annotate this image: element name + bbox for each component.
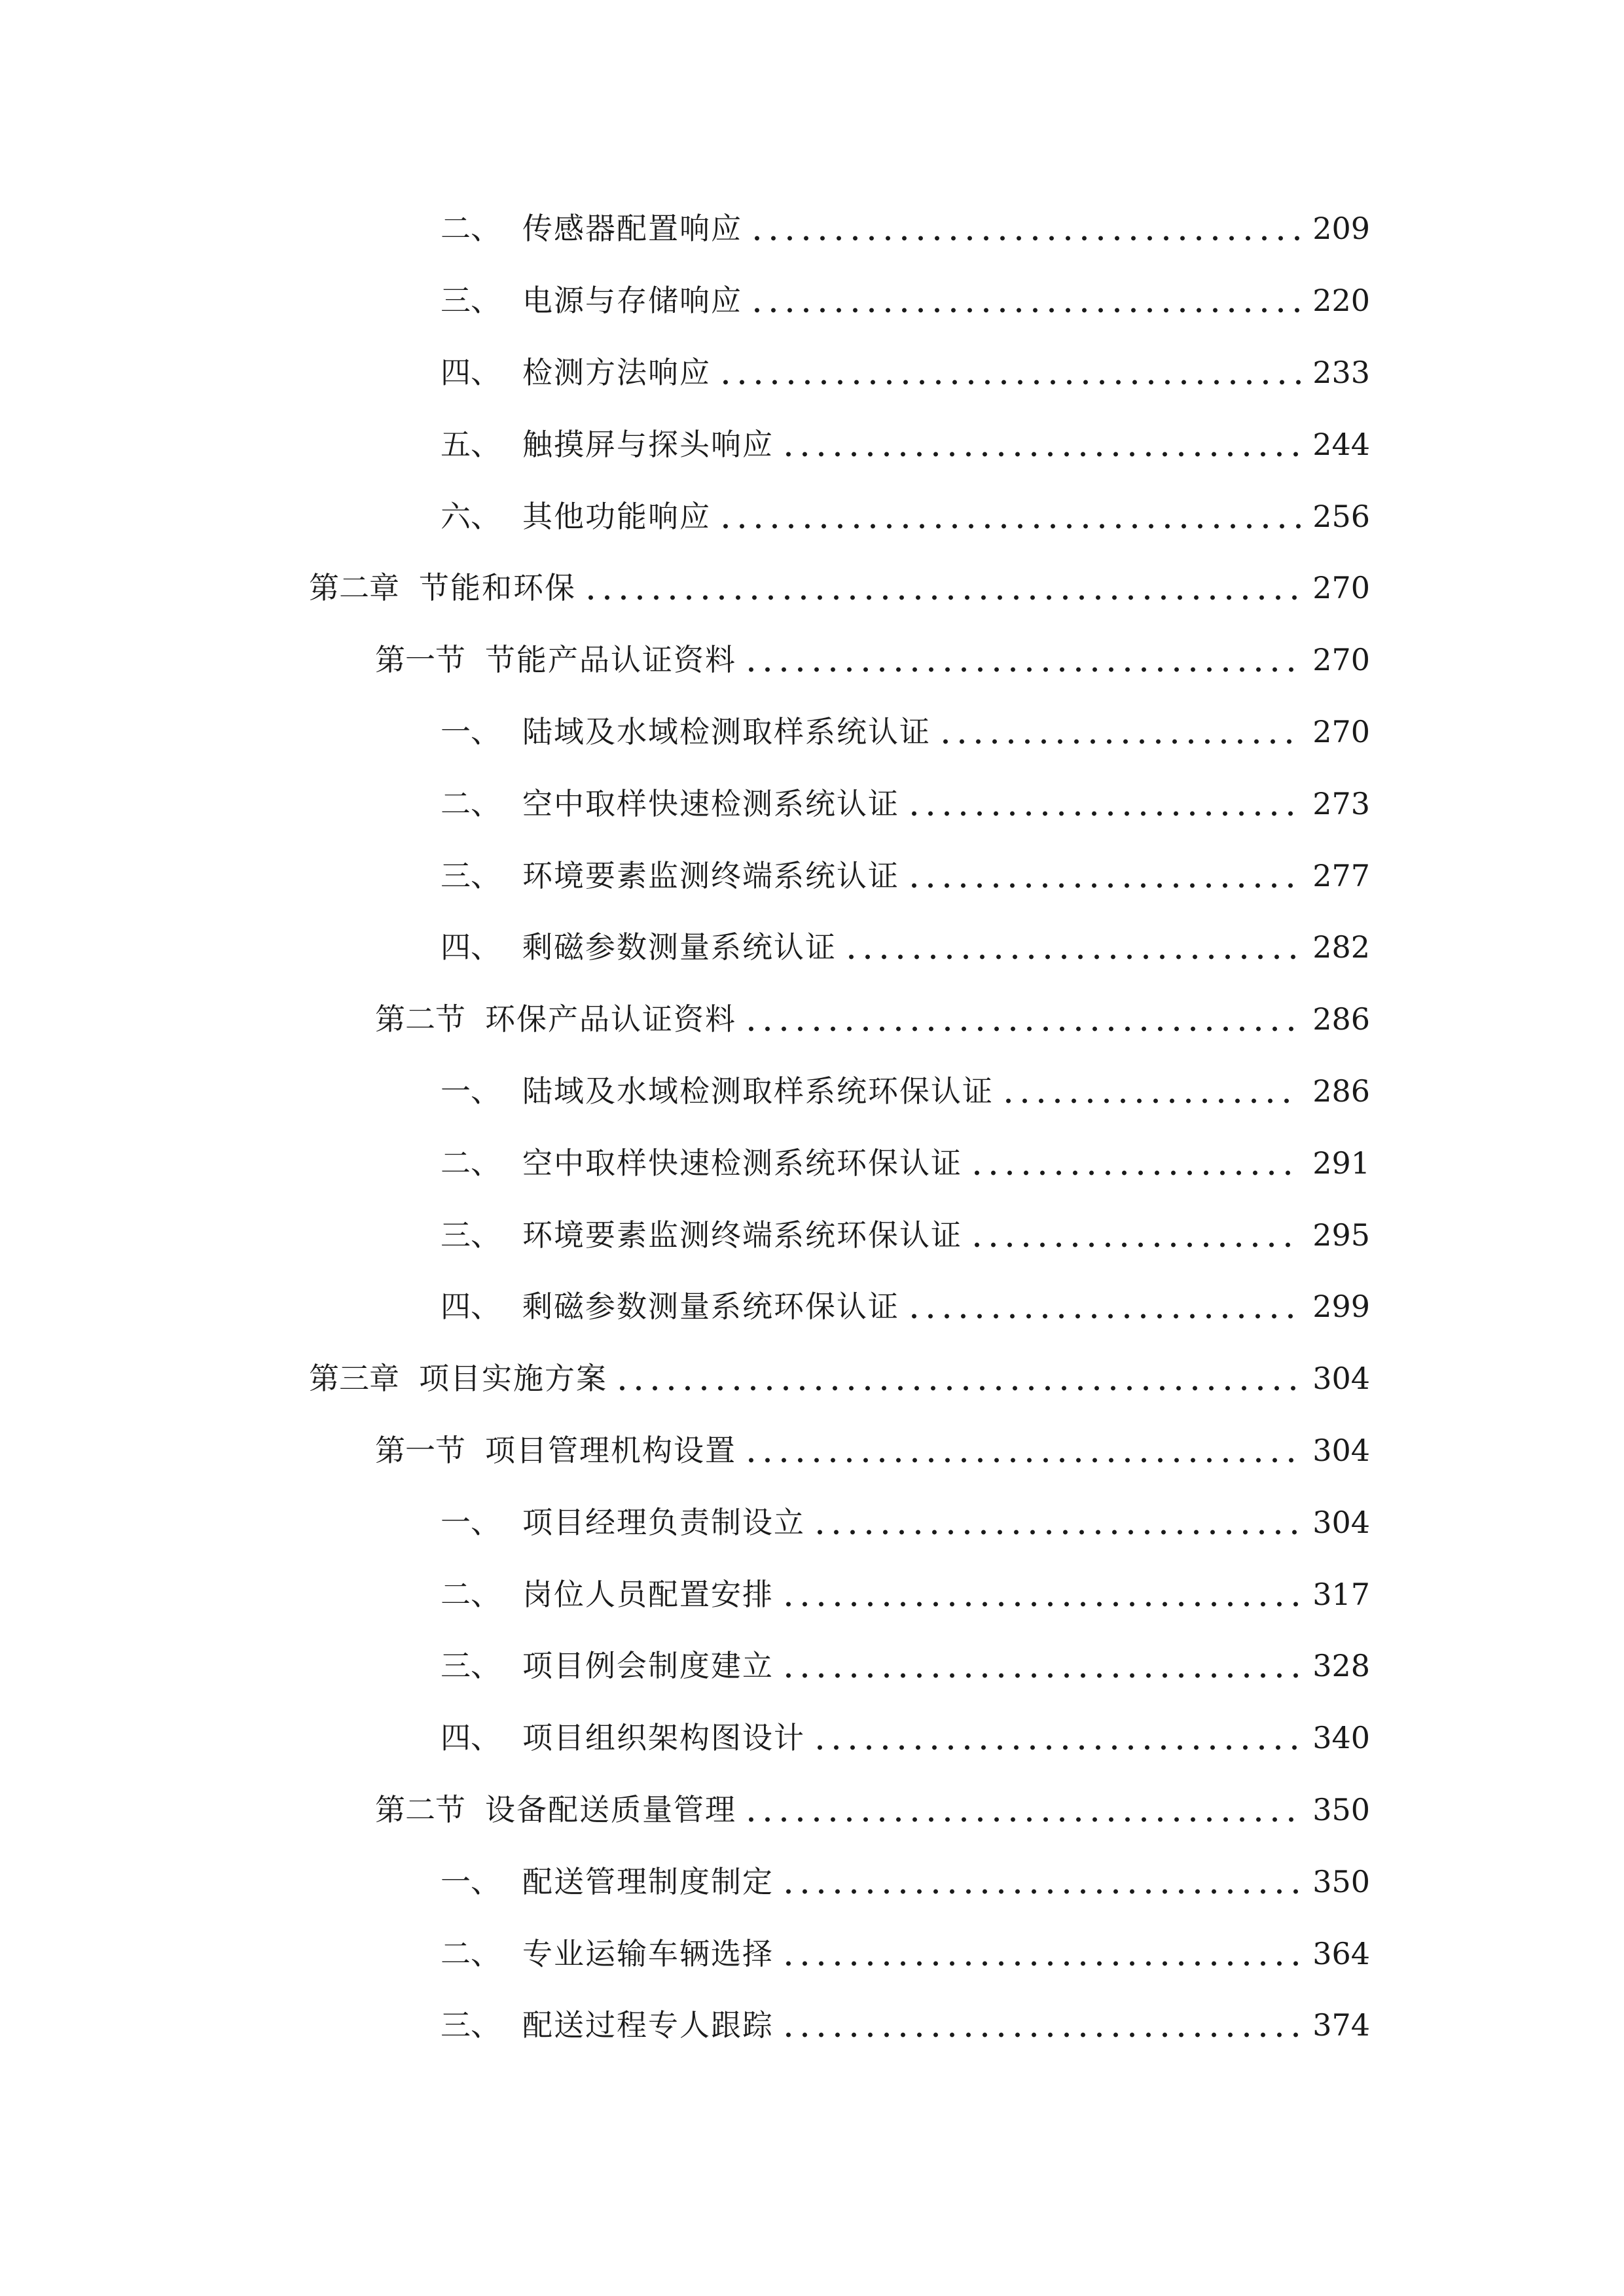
toc-dot-leader: [743, 1793, 1301, 1826]
toc-dot-leader: [812, 1721, 1301, 1754]
toc-entry-title: 空中取样快速检测系统认证: [522, 786, 899, 821]
toc-entry-title: 项目组织架构图设计: [522, 1720, 805, 1755]
toc-entry-title: 检测方法响应: [522, 355, 711, 390]
toc-entry-page: 304: [1312, 1505, 1370, 1540]
toc-entry-page: 270: [1312, 714, 1370, 749]
toc-entry[interactable]: [441, 192, 1370, 264]
toc-entry-page: 273: [1312, 786, 1370, 821]
toc-entry[interactable]: [441, 1055, 1370, 1127]
toc-dot-leader: [1000, 1075, 1301, 1107]
toc-entry[interactable]: [441, 1630, 1370, 1702]
toc-entry[interactable]: [441, 911, 1370, 983]
toc-dot-leader: [717, 356, 1301, 389]
toc-entry-page: 350: [1312, 1864, 1370, 1899]
toc-entry-title: 剩磁参数测量系统认证: [522, 929, 837, 965]
toc-dot-leader: [743, 643, 1301, 676]
toc-entry-page: 374: [1312, 2007, 1370, 2043]
toc-dot-leader: [749, 212, 1301, 245]
toc-entry-title: 项目实施方案: [419, 1361, 607, 1396]
toc-entry-page: 220: [1312, 283, 1370, 318]
toc-entry-page: 286: [1312, 1001, 1370, 1037]
toc-dot-leader: [906, 787, 1301, 820]
toc-dot-leader: [717, 500, 1301, 533]
toc-entry-title: 岗位人员配置安排: [522, 1577, 774, 1612]
toc-entry-page: 256: [1312, 499, 1370, 534]
toc-entry-title: 项目管理机构设置: [485, 1433, 736, 1468]
toc-section-entry[interactable]: [375, 1414, 1370, 1486]
toc-dot-leader: [780, 2009, 1301, 2041]
toc-entry-number: 二、: [441, 1577, 501, 1612]
toc-entry-title: 项目经理负责制设立: [522, 1505, 805, 1540]
toc-entry-page: 364: [1312, 1936, 1370, 1971]
toc-entry-title: 节能产品认证资料: [485, 642, 736, 677]
toc-entry-number: 三、: [441, 2007, 501, 2043]
toc-dot-leader: [780, 1649, 1301, 1682]
toc-entry-page: 317: [1312, 1577, 1370, 1612]
toc-entry-page: 209: [1312, 211, 1370, 246]
toc-entry[interactable]: [441, 768, 1370, 840]
toc-section-entry[interactable]: [375, 1774, 1370, 1846]
toc-entry-number: 四、: [441, 929, 501, 965]
toc-entry-number: 三、: [441, 1217, 501, 1253]
toc-entry-page: 270: [1312, 642, 1370, 677]
toc-chapter-entry[interactable]: [309, 552, 1370, 624]
toc-entry-page: 291: [1312, 1145, 1370, 1181]
toc-entry-page: 286: [1312, 1073, 1370, 1109]
toc-dot-leader: [614, 1362, 1301, 1395]
toc-entry-number: 第二章: [309, 570, 399, 605]
toc-entry-title: 专业运输车辆选择: [522, 1936, 774, 1971]
toc-entry-page: 295: [1312, 1217, 1370, 1253]
toc-entry-page: 233: [1312, 355, 1370, 390]
toc-entry[interactable]: [441, 1918, 1370, 1990]
toc-entry-title: 剩磁参数测量系统环保认证: [522, 1289, 899, 1324]
toc-dot-leader: [743, 1434, 1301, 1467]
toc-entry-page: 350: [1312, 1792, 1370, 1827]
toc-entry[interactable]: [441, 1989, 1370, 2061]
toc-entry-number: 四、: [441, 355, 501, 390]
toc-dot-leader: [937, 715, 1301, 748]
toc-entry-number: 第二节: [375, 1792, 465, 1827]
toc-entry-number: 二、: [441, 211, 501, 246]
toc-section-entry[interactable]: [375, 983, 1370, 1055]
toc-entry[interactable]: [441, 1199, 1370, 1271]
toc-entry-title: 项目例会制度建立: [522, 1648, 774, 1683]
toc-entry-number: 一、: [441, 1505, 501, 1540]
toc-entry-title: 设备配送质量管理: [485, 1792, 736, 1827]
toc-entry-number: 二、: [441, 786, 501, 821]
toc-entry-number: 三、: [441, 283, 501, 318]
toc-entry-number: 六、: [441, 499, 501, 534]
toc-entry-number: 二、: [441, 1145, 501, 1181]
toc-entry-page: 304: [1312, 1361, 1370, 1396]
toc-dot-leader: [780, 428, 1301, 461]
toc-entry-number: 一、: [441, 714, 501, 749]
toc-entry-page: 328: [1312, 1648, 1370, 1683]
toc-entry-number: 二、: [441, 1936, 501, 1971]
toc-entry-number: 四、: [441, 1720, 501, 1755]
toc-entry[interactable]: [441, 696, 1370, 768]
toc-dot-leader: [749, 284, 1301, 317]
toc-entry[interactable]: [441, 1127, 1370, 1199]
toc-dot-leader: [780, 1578, 1301, 1611]
toc-entry-title: 节能和环保: [419, 570, 576, 605]
toc-dot-leader: [780, 1865, 1301, 1898]
toc-entry[interactable]: [441, 840, 1370, 912]
toc-section-entry[interactable]: [375, 624, 1370, 696]
toc-entry-number: 第三章: [309, 1361, 399, 1396]
toc-dot-leader: [906, 1290, 1301, 1323]
toc-entry-number: 第一节: [375, 1433, 465, 1468]
toc-entry[interactable]: [441, 264, 1370, 336]
toc-entry-title: 环境要素监测终端系统环保认证: [522, 1217, 962, 1253]
toc-entry-number: 一、: [441, 1864, 501, 1899]
toc-entry-page: 270: [1312, 570, 1370, 605]
toc-entry[interactable]: [441, 1486, 1370, 1558]
toc-dot-leader: [583, 571, 1301, 604]
toc-entry[interactable]: [441, 1558, 1370, 1630]
toc-entry-page: 340: [1312, 1720, 1370, 1755]
toc-dot-leader: [843, 931, 1301, 963]
toc-entry-number: 一、: [441, 1073, 501, 1109]
toc-entry-title: 空中取样快速检测系统环保认证: [522, 1145, 962, 1181]
toc-dot-leader: [969, 1147, 1301, 1179]
toc-entry-page: 299: [1312, 1289, 1370, 1324]
toc-entry-number: 四、: [441, 1289, 501, 1324]
toc-entry[interactable]: [441, 408, 1370, 480]
toc-dot-leader: [743, 1003, 1301, 1035]
toc-entry[interactable]: [441, 1270, 1370, 1342]
toc-chapter-entry[interactable]: [309, 1342, 1370, 1414]
toc-dot-leader: [969, 1219, 1301, 1251]
toc-entry-number: 三、: [441, 1648, 501, 1683]
toc-entry[interactable]: [441, 480, 1370, 552]
toc-entry-title: 配送管理制度制定: [522, 1864, 774, 1899]
toc-entry[interactable]: [441, 1846, 1370, 1918]
toc-entry-page: 277: [1312, 858, 1370, 893]
toc-entry[interactable]: [441, 1702, 1370, 1774]
toc-entry-title: 触摸屏与探头响应: [522, 427, 774, 462]
toc-entry-number: 第一节: [375, 642, 465, 677]
toc-entry-title: 电源与存储响应: [522, 283, 742, 318]
toc-dot-leader: [780, 1937, 1301, 1970]
toc-entry-title: 陆域及水域检测取样系统环保认证: [522, 1073, 994, 1109]
toc-entry-title: 陆域及水域检测取样系统认证: [522, 714, 931, 749]
toc-entry-page: 304: [1312, 1433, 1370, 1468]
toc-entry-title: 环境要素监测终端系统认证: [522, 858, 899, 893]
toc-entry-title: 环保产品认证资料: [485, 1001, 736, 1037]
toc-entry[interactable]: [441, 336, 1370, 408]
toc-dot-leader: [812, 1506, 1301, 1539]
toc-entry-number: 三、: [441, 858, 501, 893]
toc-entry-number: 第二节: [375, 1001, 465, 1037]
toc-entry-title: 其他功能响应: [522, 499, 711, 534]
toc-dot-leader: [906, 859, 1301, 892]
toc-entry-page: 282: [1312, 929, 1370, 965]
toc-entry-number: 五、: [441, 427, 501, 462]
toc-entry-title: 传感器配置响应: [522, 211, 742, 246]
toc-entry-page: 244: [1312, 427, 1370, 462]
toc-entry-title: 配送过程专人跟踪: [522, 2007, 774, 2043]
